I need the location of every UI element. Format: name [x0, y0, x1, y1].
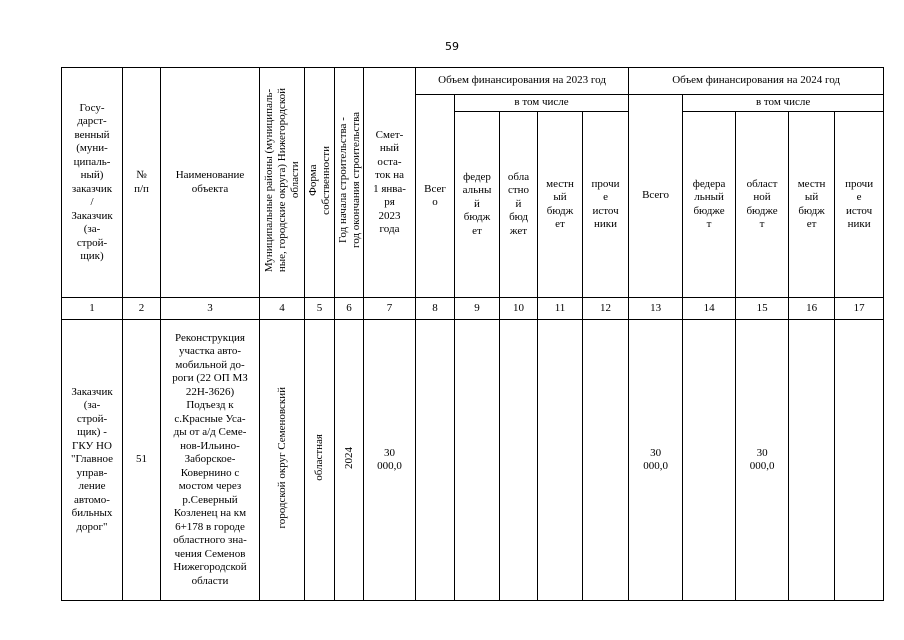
header-including-2023: в том числе: [455, 95, 629, 112]
header-total-2024: Всего: [629, 95, 683, 298]
header-total-2023: Всег о: [416, 95, 455, 298]
row-district: городской округ Семеновский: [275, 387, 288, 529]
row-estimate: 30 000,0: [364, 320, 416, 601]
row-federal-2024: [683, 320, 736, 601]
row-ownership-cell: [305, 320, 335, 601]
column-number: 1: [62, 298, 123, 320]
column-number-row: [62, 298, 884, 320]
column-number: 15: [736, 298, 789, 320]
column-number: 11: [538, 298, 583, 320]
header-funding-2023: Объем финансирования на 2023 год: [416, 68, 629, 95]
row-local-2024: [789, 320, 835, 601]
table-row: [62, 320, 884, 601]
header-including-2024: в том числе: [683, 95, 884, 112]
row-number: 51: [123, 320, 161, 601]
row-years: 2024: [342, 446, 355, 469]
row-regional-2024: 30 000,0: [736, 320, 789, 601]
header-other-2023: прочи е источ ники: [583, 112, 629, 298]
column-number: 4: [260, 298, 305, 320]
column-number: 6: [335, 298, 364, 320]
header-regional-2023: обла стно й бюд жет: [500, 112, 538, 298]
column-number: 16: [789, 298, 835, 320]
column-number: 9: [455, 298, 500, 320]
column-number: 12: [583, 298, 629, 320]
row-regional-2023: [500, 320, 538, 601]
header-estimate: Смет- ный оста- ток на 1 янва- ря 2023 года: [364, 68, 416, 298]
header-ownership-cell: [305, 68, 335, 298]
header-funding-2024: Объем финансирования на 2024 год: [629, 68, 884, 95]
column-number: 13: [629, 298, 683, 320]
header-customer: Госу- дарст- венный (муни- ципаль- ный) заказчик / Заказчик (за- строй- щик): [62, 68, 123, 298]
column-number: 5: [305, 298, 335, 320]
row-customer: Заказчик (за- строй- щик) - ГКУ НО "Главное управ- ление автомо- бильных дорог": [62, 320, 123, 601]
column-number: 8: [416, 298, 455, 320]
header-object-name: Наименование объекта: [161, 68, 260, 298]
row-total-2024: 30 000,0: [629, 320, 683, 601]
row-other-2024: [835, 320, 884, 601]
column-number: 14: [683, 298, 736, 320]
header-districts-cell: [260, 68, 305, 298]
column-number: 2: [123, 298, 161, 320]
header-federal-2024: федера льный бюдже т: [683, 112, 736, 298]
row-total-2023: [416, 320, 455, 601]
row-other-2023: [583, 320, 629, 601]
column-number: 10: [500, 298, 538, 320]
header-number: № п/п: [123, 68, 161, 298]
header-years-cell: [335, 68, 364, 298]
header-ownership: Форма собственности: [307, 145, 332, 215]
header-federal-2023: федер альны й бюдж ет: [455, 112, 500, 298]
row-district-cell: [260, 320, 305, 601]
header-other-2024: прочи е источ ники: [835, 112, 884, 298]
column-number: 7: [364, 298, 416, 320]
column-number: 3: [161, 298, 260, 320]
page-number: 59: [445, 40, 459, 53]
column-number: 17: [835, 298, 884, 320]
header-districts: Муниципальные районы (муниципаль- ные, городские округа) Нижегородской области: [262, 88, 301, 273]
row-local-2023: [538, 320, 583, 601]
header-regional-2024: област ной бюдже т: [736, 112, 789, 298]
row-object-name: Реконструкция участка авто- мобильной до- роги (22 ОП МЗ 22Н-3626) Подъезд к с.Красные Уса- ды от а/д Семе- нов-Ильино- Заборское- Ковернино с мостом через р.Северный Козленец на км 6+178 в городе областного зна- чения Семенов Нижегородской области: [161, 320, 260, 601]
row-federal-2023: [455, 320, 500, 601]
row-years-cell: [335, 320, 364, 601]
header-years: Год начала строительства - год окончания строительства: [337, 112, 362, 249]
header-local-2023: местн ый бюдж ет: [538, 112, 583, 298]
header-local-2024: местн ый бюдж ет: [789, 112, 835, 298]
row-ownership: областная: [313, 434, 325, 482]
funding-table: [61, 67, 884, 601]
